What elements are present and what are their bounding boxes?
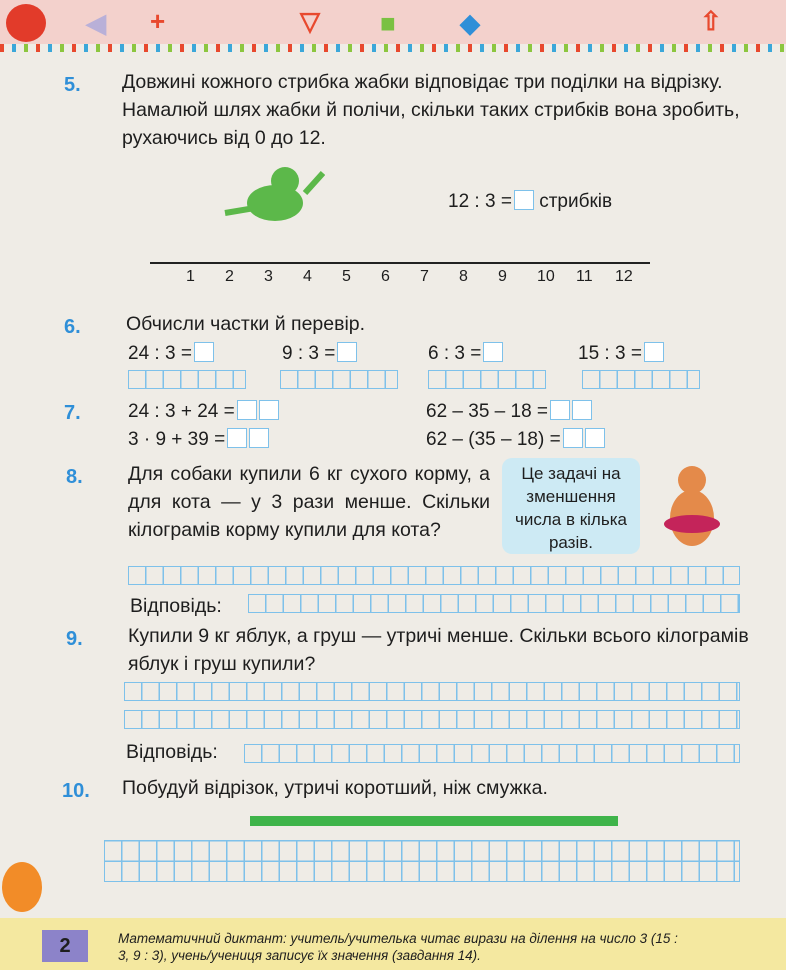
- tick-label: 8: [459, 268, 468, 285]
- task-5-text: Довжині кожного стрибка жабки відповідає три поділки на відрізку. Намалюй шлях жабки й полічи, скільки таких стрибків вона зробить, рухаючись від 0 до 12.: [122, 71, 740, 149]
- tick-label: 10: [537, 268, 555, 285]
- answer-box[interactable]: [194, 342, 214, 362]
- tick-label: 12: [615, 268, 633, 285]
- hint-note: Це задачі на зменшення числа в кілька разів.: [502, 458, 640, 554]
- check-grid[interactable]: [280, 370, 398, 389]
- check-grid[interactable]: [428, 370, 546, 389]
- task-10-text: Побудуй відрізок, утричі коротший, ніж смужка.: [122, 777, 548, 799]
- frog-icon: [215, 163, 325, 233]
- answer-box[interactable]: [550, 400, 570, 420]
- task-6-expr: 6 : 3 =: [428, 342, 503, 365]
- answer-box[interactable]: [514, 190, 534, 210]
- plus-icon: +: [150, 6, 166, 36]
- footer-note: Математичний диктант: учитель/учителька читає вирази на ділення на число 3 (15 : 3, 9 : 3), учень/учениця записує їх значення (завдання 14).: [118, 931, 678, 963]
- task-8-text: Для собаки купили 6 кг сухого корму, а для кота — у 3 рази менше. Скільки кілограмів корму купили для кота?: [128, 463, 490, 541]
- tick-label: 9: [498, 268, 507, 285]
- task-6-expr: 9 : 3 =: [282, 342, 357, 365]
- arrow-up-icon: ⇧: [700, 6, 722, 36]
- answer-box[interactable]: [237, 400, 257, 420]
- task-6-expr: 15 : 3 =: [578, 342, 664, 365]
- answer-grid[interactable]: [248, 594, 740, 613]
- page-number: 2: [42, 930, 88, 962]
- task-number-5: 5.: [64, 74, 81, 96]
- tick-label: 6: [381, 268, 390, 285]
- task-7-expr: 3 · 9 + 39 =: [128, 428, 269, 451]
- answer-box[interactable]: [572, 400, 592, 420]
- answer-box[interactable]: [337, 342, 357, 362]
- drawing-grid[interactable]: [104, 840, 740, 882]
- answer-box[interactable]: [483, 342, 503, 362]
- task-6-title: Обчисли частки й перевір.: [126, 313, 366, 335]
- tick-label: 5: [342, 268, 351, 285]
- triangle-icon: ▽: [300, 6, 320, 36]
- tick-label: 11: [576, 268, 593, 285]
- answer-label: Відповідь:: [130, 595, 222, 617]
- tick-label: 1: [186, 268, 195, 285]
- task-number-6: 6.: [64, 316, 81, 338]
- task-7-expr: 62 – (35 – 18) =: [426, 428, 605, 451]
- answer-box[interactable]: [227, 428, 247, 448]
- task-7-expr: 62 – 35 – 18 =: [426, 400, 592, 423]
- task-number-8: 8.: [66, 466, 83, 488]
- answer-label: Відповідь:: [126, 741, 218, 763]
- solution-grid[interactable]: [128, 566, 740, 585]
- check-grid[interactable]: [582, 370, 700, 389]
- bird-icon: [2, 862, 42, 912]
- number-line: [150, 262, 650, 264]
- answer-box[interactable]: [563, 428, 583, 448]
- square-icon: ■: [380, 8, 396, 38]
- task-number-9: 9.: [66, 628, 83, 650]
- answer-box[interactable]: [644, 342, 664, 362]
- tick-label: 3: [264, 268, 273, 285]
- answer-box[interactable]: [585, 428, 605, 448]
- triangle-icon: ◀: [86, 8, 106, 38]
- task-9-text: Купили 9 кг яблук, а груш — утричі менше. Скільки всього кілограмів яблук і груш купили?: [128, 625, 749, 675]
- diamond-icon: ◆: [460, 8, 480, 38]
- tick-label: 2: [225, 268, 234, 285]
- check-grid[interactable]: [128, 370, 246, 389]
- tick-label: 7: [420, 268, 429, 285]
- task-number-7: 7.: [64, 402, 81, 424]
- answer-box[interactable]: [249, 428, 269, 448]
- solution-grid[interactable]: [124, 682, 740, 701]
- task-7-expr: 24 : 3 + 24 =: [128, 400, 279, 423]
- answer-grid[interactable]: [244, 744, 740, 763]
- kangaroo-icon: [652, 458, 742, 554]
- task-number-10: 10.: [62, 780, 90, 802]
- task-5-equation: 12 : 3 = стрибків: [448, 191, 613, 212]
- reference-strip: [250, 816, 618, 826]
- task-6-expr: 24 : 3 =: [128, 342, 214, 365]
- solution-grid[interactable]: [124, 710, 740, 729]
- fox-logo-icon: [6, 4, 46, 42]
- tick-label: 4: [303, 268, 312, 285]
- answer-box[interactable]: [259, 400, 279, 420]
